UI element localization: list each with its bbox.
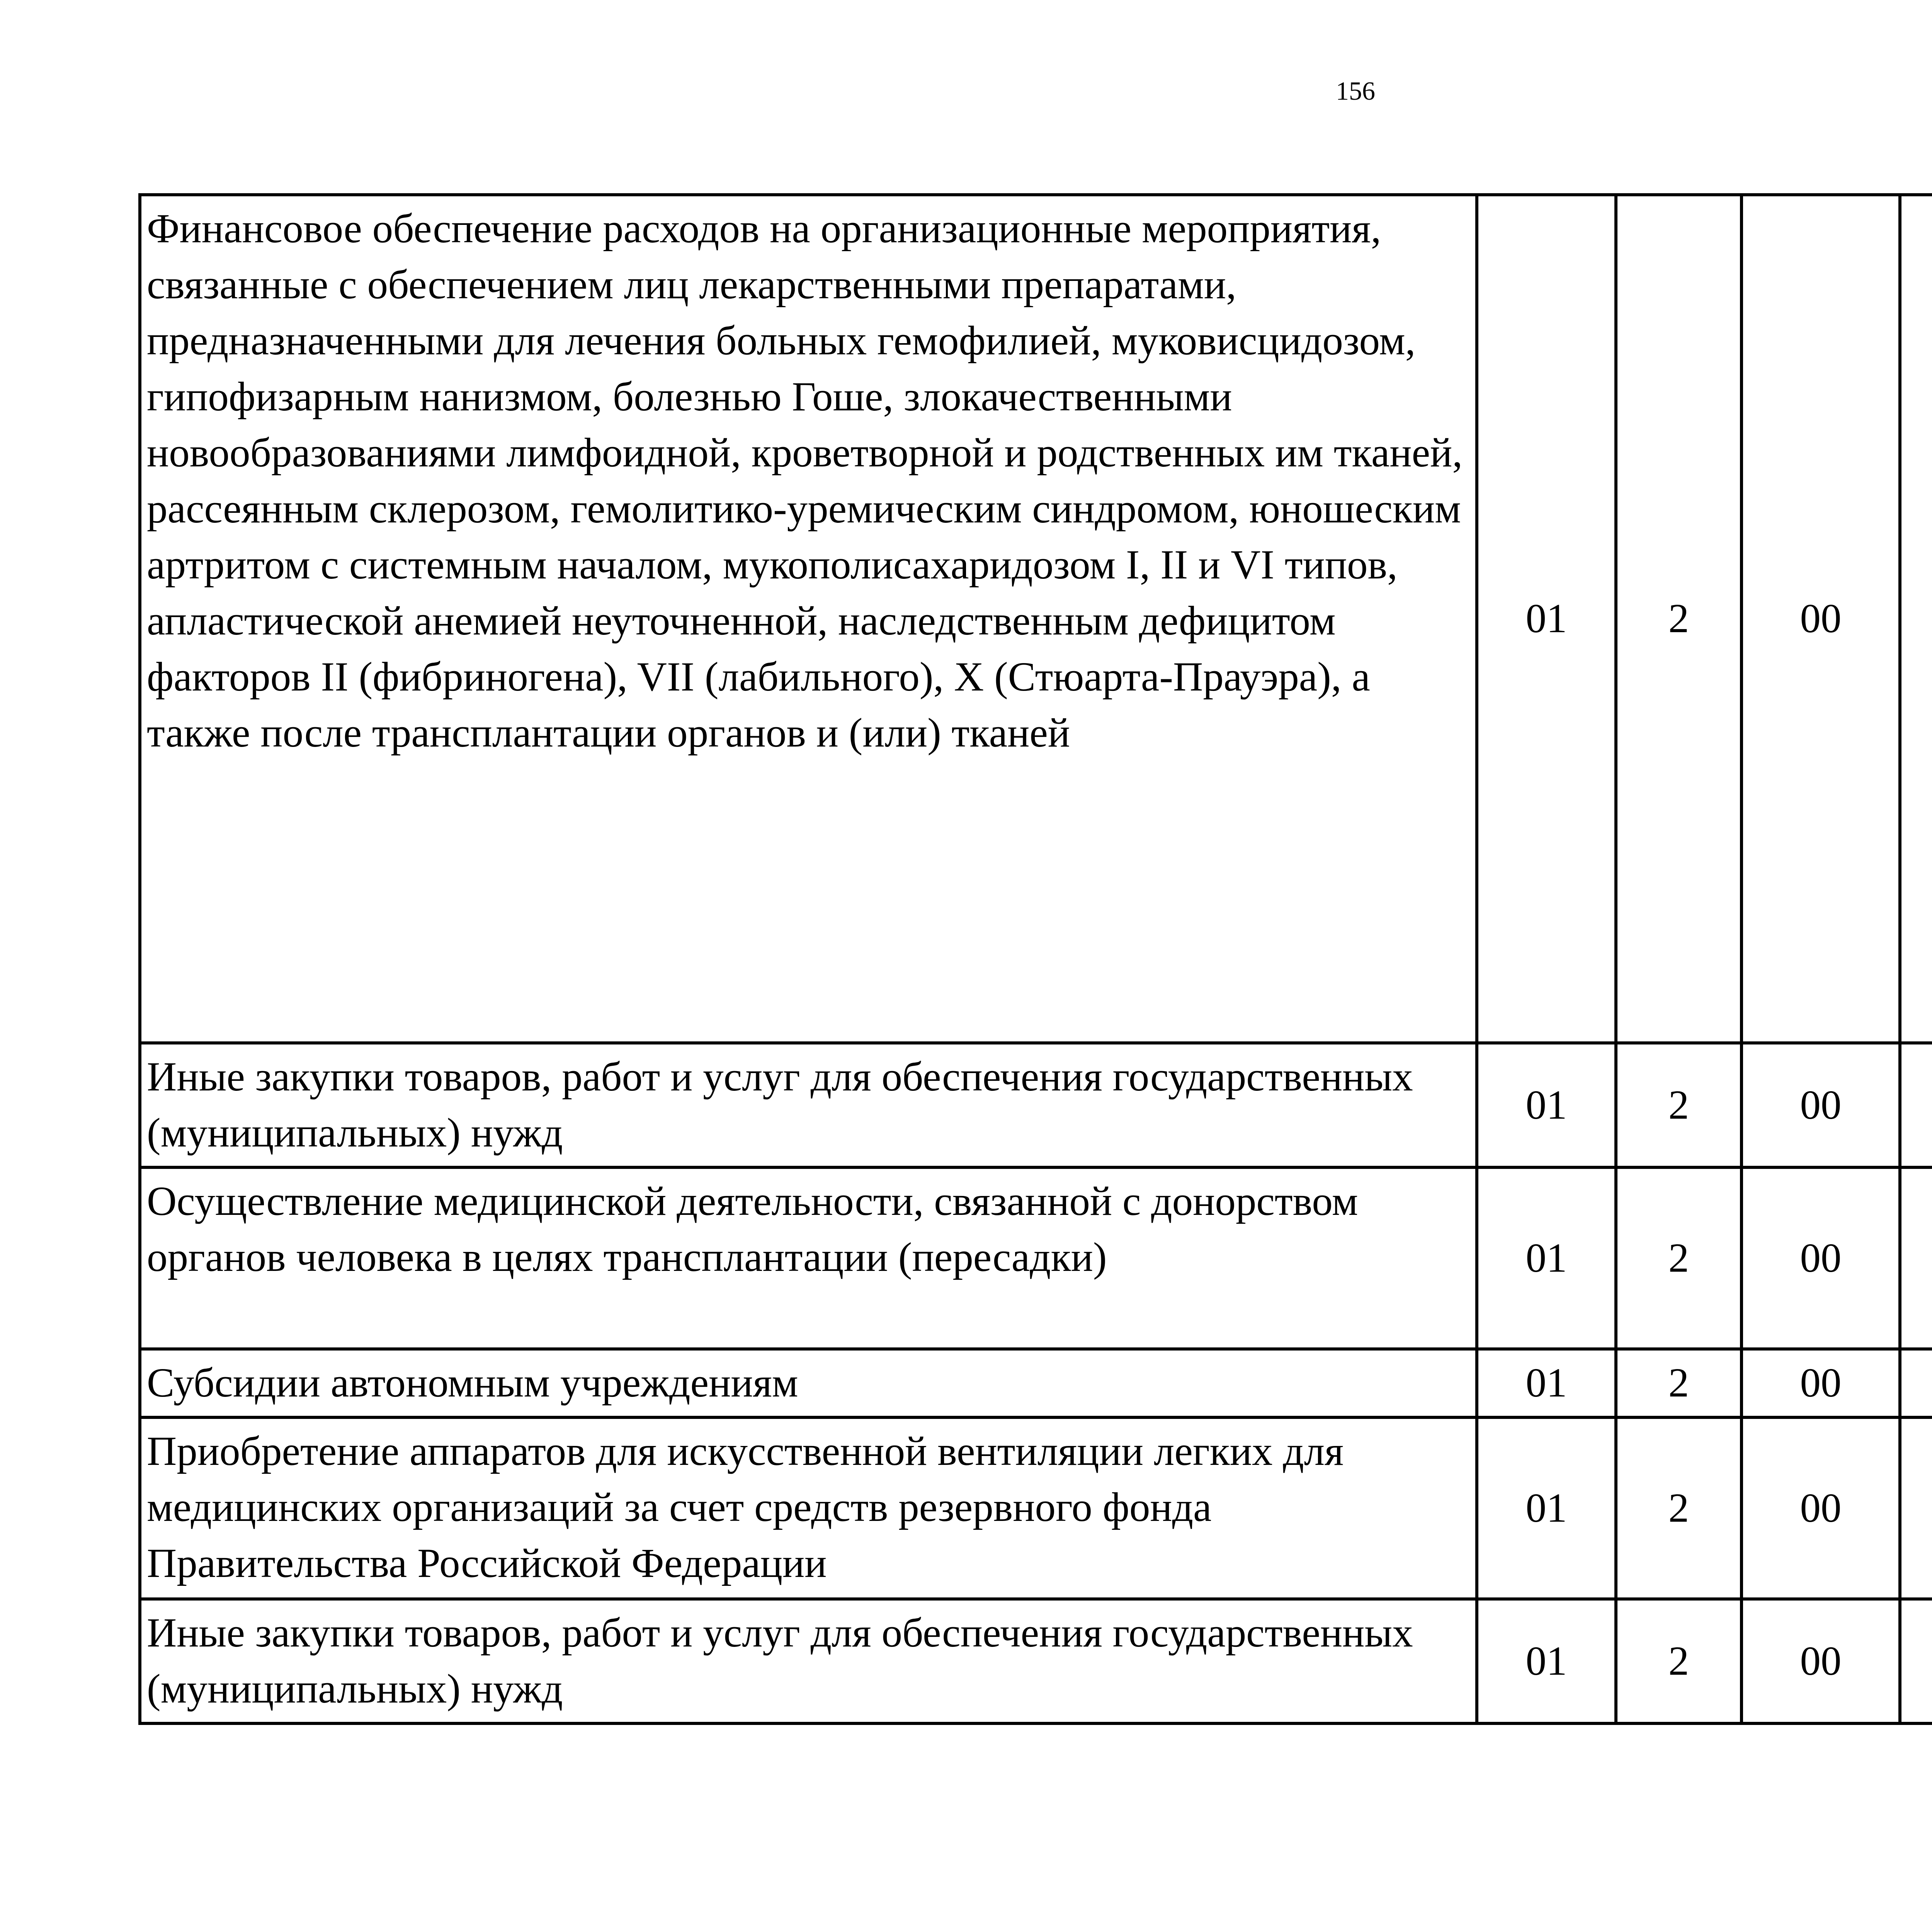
subprogram-code-cell: 2: [1616, 1043, 1742, 1167]
direction-code-cell: [1900, 1043, 1932, 1167]
subprogram-code-cell: 2: [1616, 1417, 1742, 1599]
main-event-code-cell: 00: [1742, 1599, 1900, 1723]
program-code-cell: 01: [1477, 1167, 1616, 1349]
main-event-code-cell: 00: [1742, 195, 1900, 1043]
main-event-code-cell: 00: [1742, 1043, 1900, 1167]
direction-code-cell: [1900, 195, 1932, 1043]
table-row: [140, 1043, 1932, 1167]
subprogram-code-cell: 2: [1616, 195, 1742, 1043]
direction-code-cell: [1900, 1349, 1932, 1417]
program-code-cell: 01: [1477, 1599, 1616, 1723]
main-event-code-cell: 00: [1742, 1167, 1900, 1349]
subprogram-code-cell: 2: [1616, 1349, 1742, 1417]
program-code-cell: 01: [1477, 195, 1616, 1043]
table-row: [140, 1167, 1932, 1349]
table-row: [140, 1349, 1932, 1417]
direction-code-cell: [1900, 1167, 1932, 1349]
row-name-cell: Осуществление медицинской деятельности, связанной с донорством органов человека в целях трансплантации (пересадки): [140, 1167, 1477, 1349]
row-name-cell: Приобретение аппаратов для искусственной вентиляции легких для медицинских организаций за счет средств резервного фонда Правительства Российской Федерации: [140, 1417, 1477, 1599]
direction-code-cell: [1900, 1599, 1932, 1723]
subprogram-code-cell: 2: [1616, 1167, 1742, 1349]
budget-table: [138, 193, 1932, 1725]
direction-code-cell: [1900, 1417, 1932, 1599]
table-row: [140, 195, 1932, 1043]
subprogram-code-cell: 2: [1616, 1599, 1742, 1723]
main-event-code-cell: 00: [1742, 1417, 1900, 1599]
main-event-code-cell: 00: [1742, 1349, 1900, 1417]
program-code-cell: 01: [1477, 1043, 1616, 1167]
page-number: 156: [1336, 76, 1375, 105]
table-row: [140, 1599, 1932, 1723]
program-code-cell: 01: [1477, 1417, 1616, 1599]
table-row: [140, 1417, 1932, 1599]
row-name-cell: Иные закупки товаров, работ и услуг для обеспечения государственных (муниципальных) нужд: [140, 1599, 1477, 1723]
program-code-cell: 01: [1477, 1349, 1616, 1417]
row-name-cell: Субсидии автономным учреждениям: [140, 1349, 1477, 1417]
row-name-cell: Иные закупки товаров, работ и услуг для обеспечения государственных (муниципальных) нужд: [140, 1043, 1477, 1167]
row-name-cell: Финансовое обеспечение расходов на организационные мероприятия, связанные с обеспечением лиц лекарственными препаратами, предназначенными для лечения больных гемофилией, муковисцидозом, гипофизарным нанизмом, болезнью Гоше, злокачественными новообразованиями лимфоидной, кроветворной и родственных им тканей, рассеянным склерозом, гемолитико-уремическим синдромом, юношеским артритом с системным началом, мукополисахаридозом I, II и VI типов, апластической анемией неуточненной, наследственным дефицитом факторов II (фибриногена), VII (лабильного), X (Стюарта-Прауэра), а также после трансплантации органов и (или) тканей: [140, 195, 1477, 1043]
